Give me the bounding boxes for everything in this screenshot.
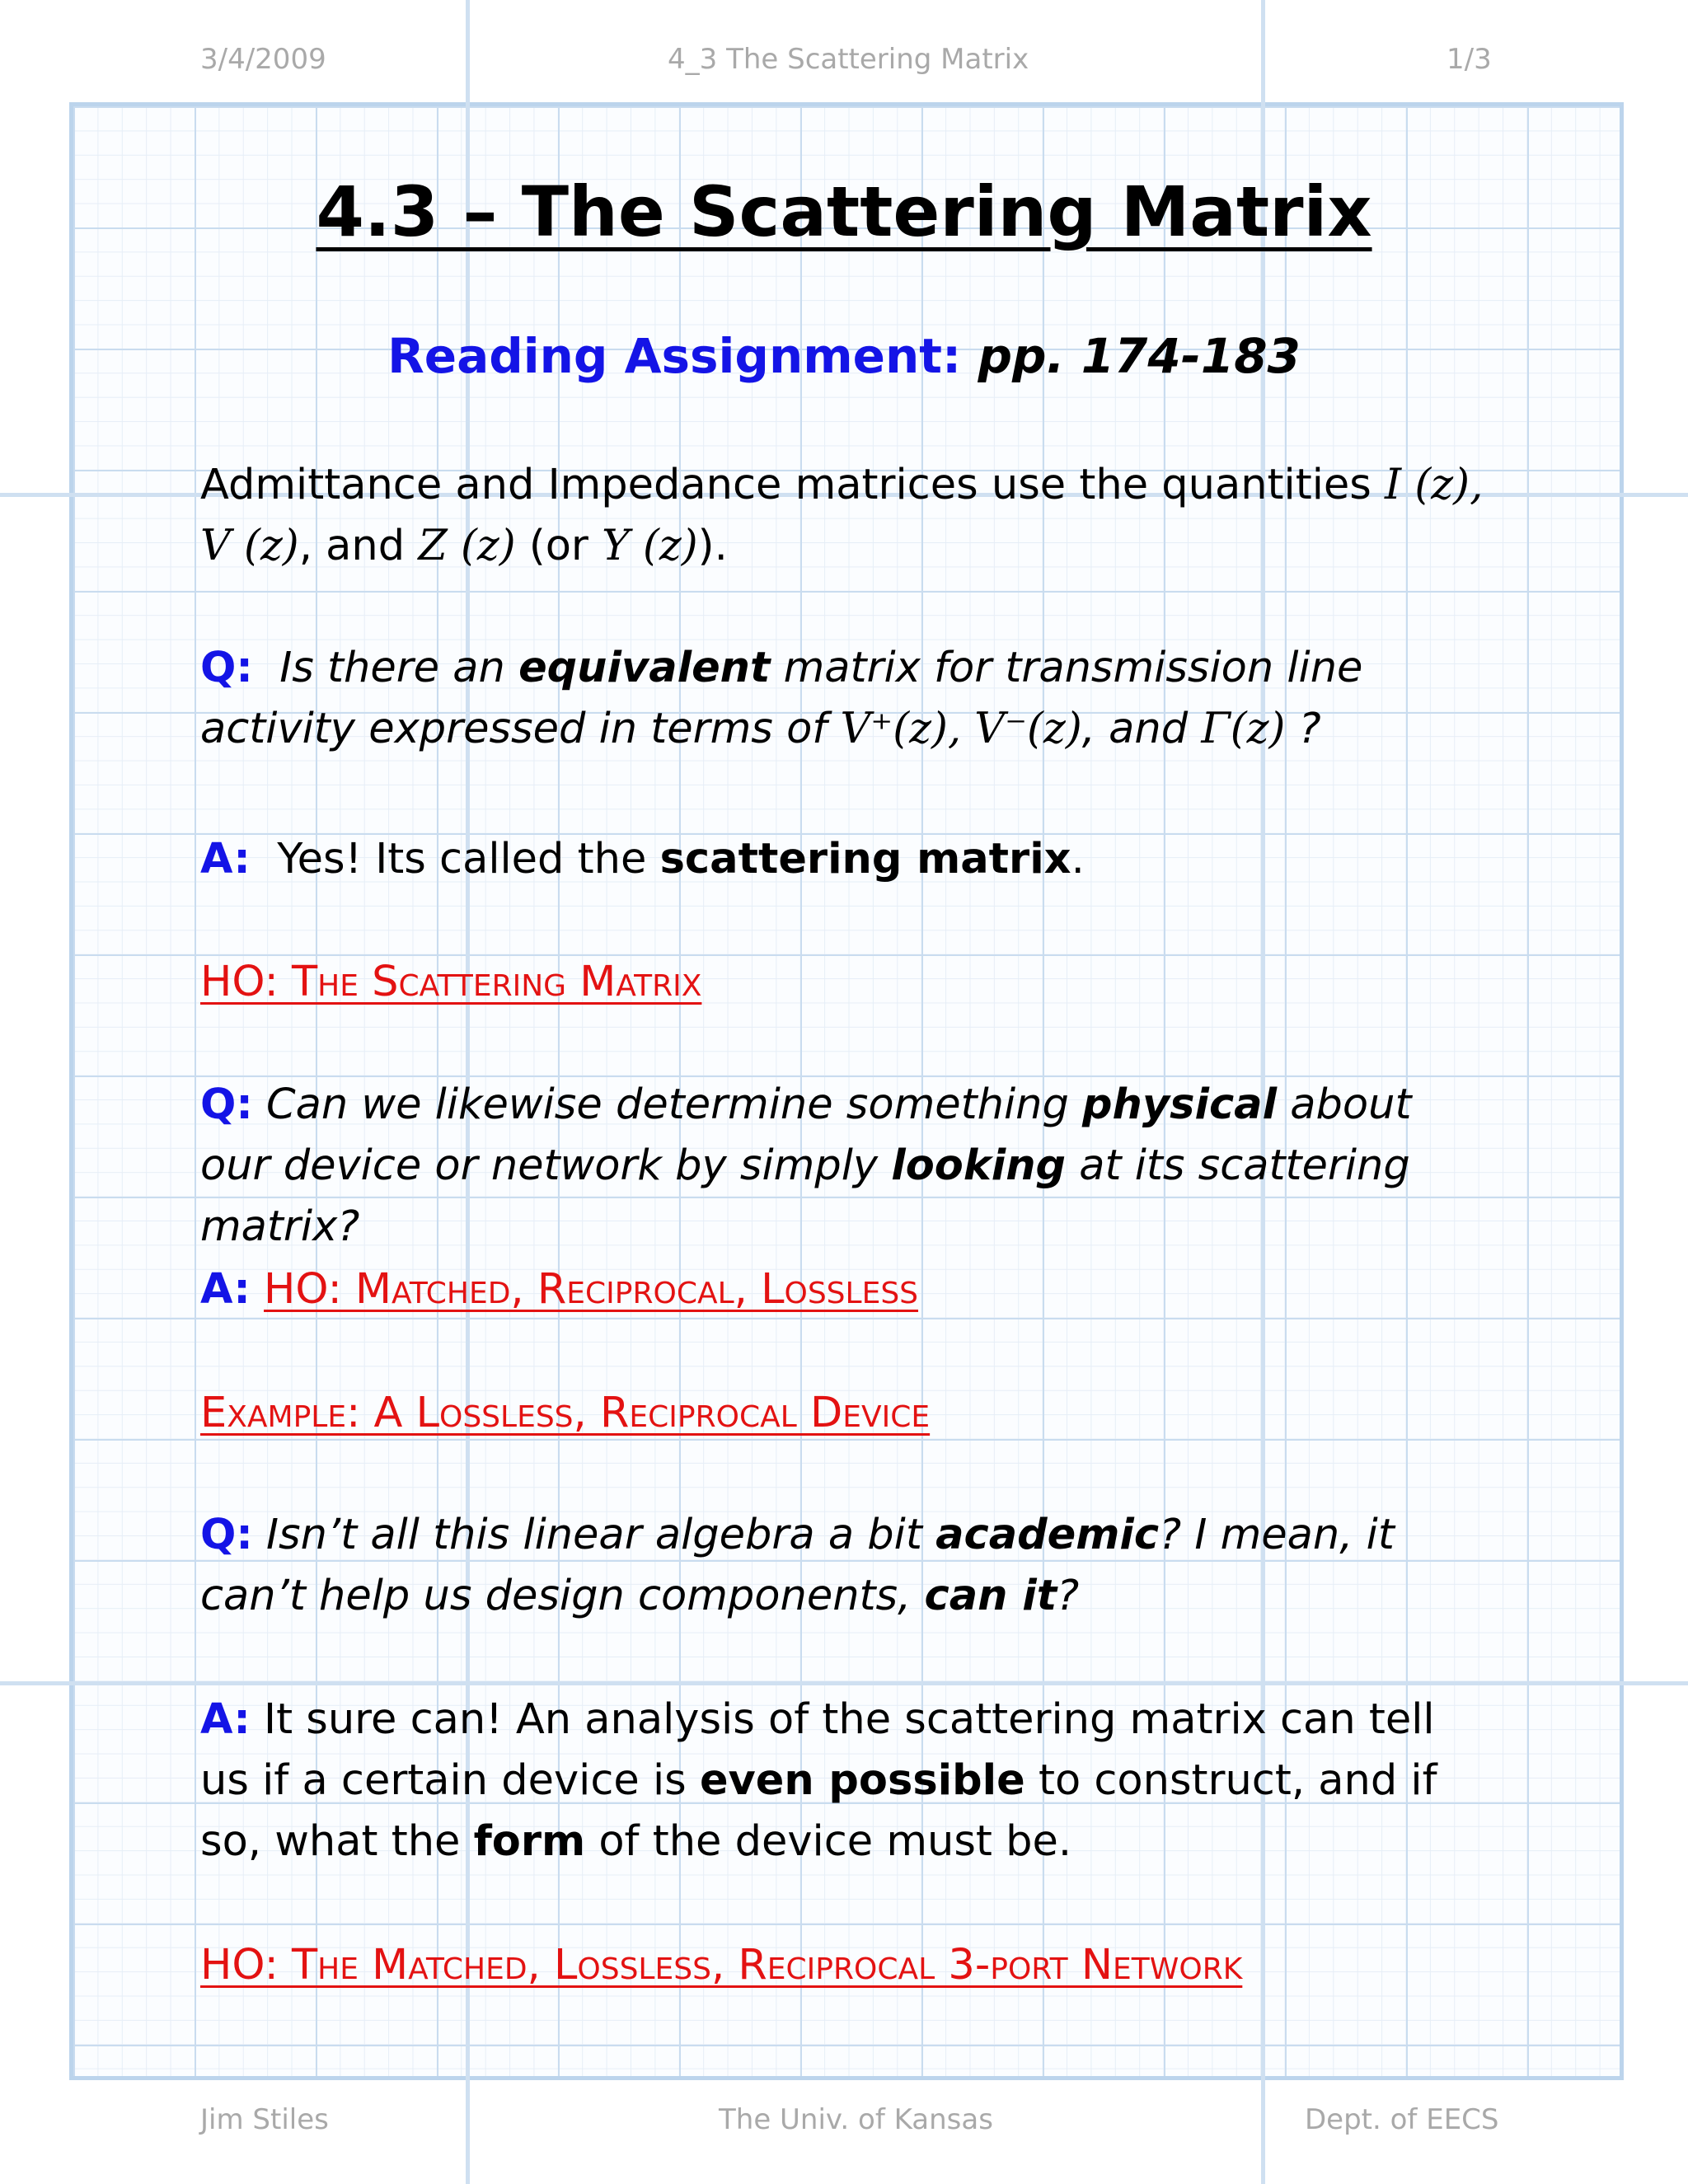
example-link-container (200, 1383, 1486, 1444)
answer-1: A: Yes! Its called the scattering matrix. (200, 835, 1085, 883)
answer-2: A: HO: Matched, Reciprocal, Lossless (200, 1265, 919, 1314)
handout-link-3-port-network[interactable]: HO: The Matched, Lossless, Reciprocal 3-port Network (200, 1941, 1243, 1990)
intro-paragraph: Admittance and Impedance matrices use the quantities I (z), V (z), and Z (z) (or Y (z)). (200, 461, 1484, 570)
question-2: Q: Can we likewise determine something physical about our device or network by simply looking at its scattering matrix? (200, 1080, 1412, 1251)
example-link-lossless-reciprocal[interactable]: Example: A Lossless, Reciprocal Device (200, 1389, 931, 1437)
header-doc-title: 4_3 The Scattering Matrix (668, 43, 1029, 76)
handout-link-scattering-matrix[interactable]: HO: The Scattering Matrix (200, 958, 702, 1006)
question-1: Q: Is there an equivalent matrix for transmission line activity expressed in terms of V⁺(z), V⁻(z), and Γ(z) ? (200, 644, 1363, 753)
reading-assignment (0, 328, 1688, 384)
page-title: 4.3 – The Scattering Matrix (316, 171, 1372, 252)
header-page-number: 1/3 (1447, 43, 1492, 76)
footer-author: Jim Stiles (200, 2103, 329, 2136)
answer-3: A: It sure can! An analysis of the scattering matrix can tell us if a certain device is even possible to construct, and if so, what the form of the device must be. (200, 1695, 1437, 1866)
ho-link-container (200, 952, 1486, 1013)
handout-link-matched-reciprocal-lossless[interactable]: HO: Matched, Reciprocal, Lossless (264, 1265, 919, 1314)
header-date: 3/4/2009 (200, 43, 326, 76)
footer-dept: Dept. of EECS (1305, 2103, 1499, 2136)
reading-pages: pp. 174-183 (978, 328, 1301, 384)
ho3-link-container (200, 1935, 1486, 1996)
reading-label: Reading Assignment: (387, 328, 962, 384)
grid-line (0, 1681, 1688, 1685)
footer-university: The Univ. of Kansas (719, 2103, 993, 2136)
question-3: Q: Isn’t all this linear algebra a bit academic? I mean, it can’t help us design components, can it? (200, 1511, 1395, 1620)
